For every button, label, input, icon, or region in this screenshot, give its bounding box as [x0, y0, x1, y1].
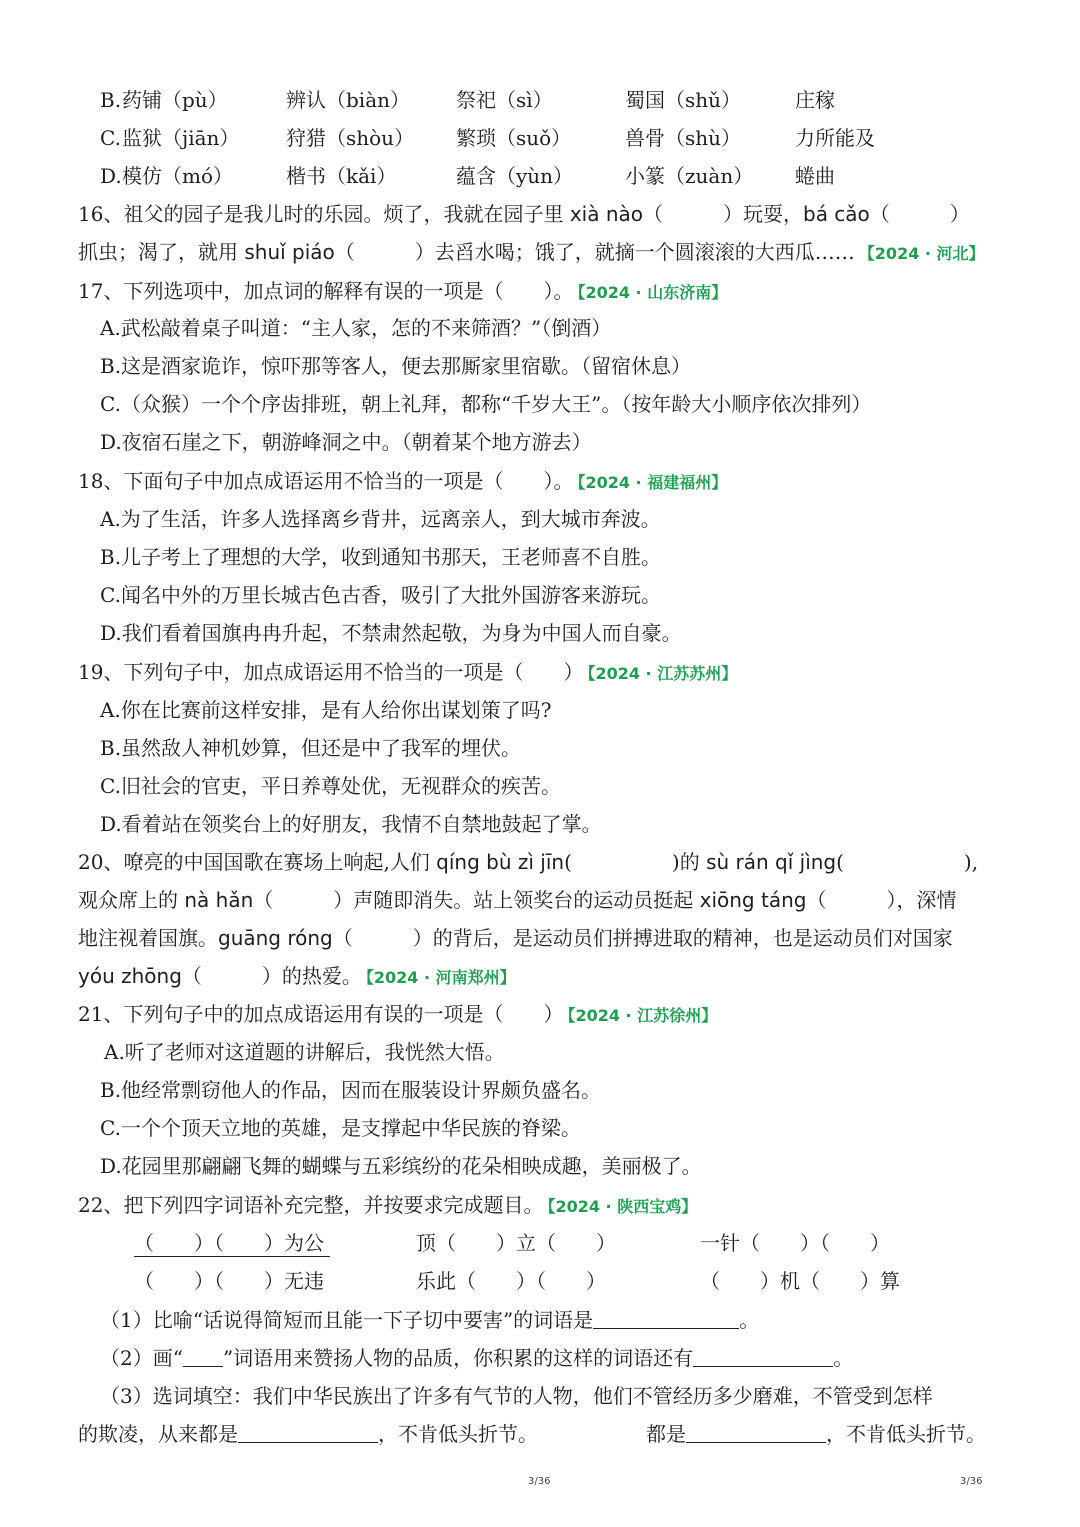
q21-option-c: C.一个个顶天立地的英雄，是支撑起中华民族的脊梁。 — [100, 1116, 581, 1140]
option-item: 力所能及 — [795, 126, 875, 150]
q20-text: 地注视着国旗。 — [78, 926, 218, 950]
q16-text: 16、祖父的园子是我儿时的乐园。烦了，我就在园子里 — [78, 202, 570, 226]
q19-option-c: C.旧社会的官吏，平日养尊处优，无视群众的疾苦。 — [100, 774, 561, 798]
answer-blank[interactable] — [686, 1422, 826, 1443]
source-tag: 【2024 · 山东济南】 — [577, 283, 728, 302]
answer-blank[interactable] — [238, 1422, 378, 1443]
q20-line-1 — [78, 848, 978, 876]
q21-option-b: B.他经常剽窃他人的作品，因而在服装设计界颇负盛名。 — [100, 1078, 602, 1102]
q20-line-3 — [78, 924, 953, 952]
answer-blank[interactable] — [183, 1346, 223, 1367]
source-tag: 【2024 · 河北】 — [858, 244, 985, 263]
option-item: 模仿（mó） — [122, 164, 234, 188]
q16-blank-1[interactable]: （ ）玩耍， — [643, 202, 803, 226]
q16-pinyin-1: xià nào — [569, 202, 643, 226]
q22-idiom-6[interactable]: （ ）机（ ）算 — [700, 1269, 900, 1293]
answer-blank[interactable] — [593, 1308, 739, 1329]
q19-option-d: D.看着站在领奖台上的好朋友，我情不自禁地鼓起了掌。 — [100, 812, 602, 836]
option-item: 狩猎（shòu） — [286, 126, 415, 150]
source-tag: 【2024 · 江苏徐州】 — [567, 1006, 718, 1025]
q22-sub-text: （2）画“ — [100, 1346, 183, 1370]
q22-idiom-2[interactable]: 顶（ ）立（ ） — [416, 1231, 616, 1255]
answer-blank[interactable] — [693, 1346, 833, 1367]
q20-pinyin: yóu zhōng — [78, 964, 182, 988]
source-tag: 【2024 · 河南郑州】 — [365, 968, 516, 987]
q22-sub-2 — [100, 1344, 853, 1372]
option-item: 蕴含（yùn） — [456, 164, 574, 188]
q17-stem — [78, 277, 727, 307]
q20-text: （ ）声随即消失。站上领奖台的运动员挺起 — [253, 888, 700, 912]
q20-line-4 — [78, 962, 516, 992]
q22-idiom-1[interactable]: （ ）（ ）为公 — [134, 1231, 324, 1255]
q16-blank-2[interactable]: （ ） — [869, 202, 970, 226]
question-stem: 22、把下列四字词语补充完整，并按要求完成题目。 — [78, 1193, 544, 1217]
q19-option-a: A.你在比赛前这样安排，是有人给你出谋划策了吗? — [100, 698, 552, 722]
q22-sub-text: 。 — [739, 1308, 760, 1332]
option-item: 小篆（zuàn） — [625, 164, 754, 188]
option-item: 辨认（biàn） — [286, 88, 411, 112]
q20-text: 观众席上的 — [78, 888, 185, 912]
q20-line-2 — [78, 886, 956, 914]
q22-sub-text: 都是 — [646, 1422, 686, 1446]
q17-option-b: B.这是酒家诡诈，惊吓那等客人，便去那厮家里宿歇。（留宿休息） — [100, 354, 692, 378]
q22-idiom-4[interactable]: （ ）（ ）无违 — [134, 1269, 324, 1293]
q22-sub-text: （1）比喻“话说得简短而且能一下子切中要害”的词语是 — [100, 1308, 594, 1332]
q22-sub-text: ”词语用来赞扬人物的品质，你积累的这样的词语还有 — [222, 1346, 694, 1370]
q16-line-2 — [78, 238, 985, 268]
option-item: 庄稼 — [795, 88, 835, 112]
q20-pinyin: sù rán qǐ jìng — [706, 850, 837, 874]
q16-line-1 — [78, 200, 970, 228]
q22-idiom-underline — [134, 1256, 330, 1257]
option-label: D. — [100, 164, 122, 188]
option-item: 楷书（kǎi） — [286, 164, 397, 188]
q18-stem — [78, 467, 727, 497]
question-stem: 21、下列句子中的加点成语运用有误的一项是（ ） — [78, 1002, 564, 1026]
question-stem: 18、下面句子中加点成语运用不恰当的一项是（ ）。 — [78, 469, 574, 493]
q18-option-d: D.我们看着国旗冉冉升起，不禁肃然起敬，为身为中国人而自豪。 — [100, 621, 682, 645]
q18-option-a: A.为了生活，许多人选择离乡背井，远离亲人，到大城市奔波。 — [100, 507, 661, 531]
q16-text: 抓虫；渴了，就用 — [78, 240, 245, 264]
q22-sub-3-line-2b — [646, 1420, 986, 1448]
q20-pinyin: nà hǎn — [184, 888, 254, 912]
q19-stem — [78, 658, 737, 688]
q20-blank[interactable]: （ ），深情 — [806, 888, 957, 912]
q18-option-c: C.闻名中外的万里长城古色古香，吸引了大批外国游客来游玩。 — [100, 583, 661, 607]
page-number-right: 3/36 — [960, 1476, 983, 1487]
question-stem: 19、下列句子中，加点成语运用不恰当的一项是（ ） — [78, 660, 584, 684]
q21-stem — [78, 1000, 717, 1030]
q20-blank[interactable]: ( ), — [836, 850, 979, 874]
q20-pinyin: guāng róng — [218, 926, 333, 950]
q21-option-d: D.花园里那翩翩飞舞的蝴蝶与五彩缤纷的花朵相映成趣，美丽极了。 — [100, 1154, 702, 1178]
q22-sub-text: 。 — [833, 1346, 854, 1370]
option-label: B. — [100, 88, 122, 112]
page-number-left: 3/36 — [528, 1476, 551, 1487]
option-item: 祭祀（sì） — [456, 88, 553, 112]
option-item: 兽骨（shù） — [625, 126, 742, 150]
q21-option-a: A.听了老师对这道题的讲解后，我恍然大悟。 — [104, 1040, 505, 1064]
option-item: 繁琐（suǒ） — [456, 126, 572, 150]
q22-idiom-3[interactable]: 一针（ ）（ ） — [700, 1231, 890, 1255]
option-item: 药铺（pù） — [122, 88, 228, 112]
q22-sub-1 — [100, 1306, 759, 1334]
q22-sub-3: （3）选词填空：我们中华民族出了许多有气节的人物，他们不管经历多少磨难，不管受到怎样 — [100, 1384, 933, 1408]
source-tag: 【2024 · 陕西宝鸡】 — [547, 1197, 698, 1216]
source-tag: 【2024 · 福建福州】 — [577, 473, 728, 492]
q20-pinyin: qíng bù zì jīn — [436, 850, 565, 874]
q22-sub-3-line-2 — [78, 1420, 538, 1448]
question-stem: 17、下列选项中，加点词的解释有误的一项是（ ）。 — [78, 279, 574, 303]
q22-sub-text: ，不肯低头折节。 — [378, 1422, 538, 1446]
option-label: C. — [100, 126, 121, 150]
q19-option-b: B.虽然敌人神机妙算，但还是中了我军的埋伏。 — [100, 736, 522, 760]
q22-idiom-5[interactable]: 乐此（ ）（ ） — [416, 1269, 606, 1293]
option-item: 蜀国（shǔ） — [625, 88, 742, 112]
q16-pinyin-3: shuǐ piáo — [244, 240, 335, 264]
q22-sub-text: 的欺凌，从来都是 — [78, 1422, 238, 1446]
q16-pinyin-2: bá cǎo — [803, 202, 870, 226]
q17-option-a: A.武松敲着桌子叫道：“主人家，怎的不来筛酒？”（倒酒） — [100, 316, 612, 340]
q22-sub-text: ，不肯低头折节。 — [826, 1422, 986, 1446]
q17-option-c: C.（众猴）一个个序齿排班，朝上礼拜，都称“千岁大王”。（按年龄大小顺序依次排列） — [100, 392, 872, 416]
q20-text: （ ）的背后，是运动员们拼搏进取的精神，也是运动员们对国家 — [332, 926, 953, 950]
q20-pinyin: xiōng táng — [699, 888, 807, 912]
q20-blank[interactable]: ( )的 — [564, 850, 707, 874]
q22-stem — [78, 1191, 697, 1221]
option-item: 监狱（jiān） — [122, 126, 240, 150]
q20-text: 20、嘹亮的中国国歌在赛场上响起,人们 — [78, 850, 437, 874]
q20-text: （ ）的热爱。 — [181, 964, 362, 988]
q17-option-d: D.夜宿石崖之下，朝游峰洞之中。（朝着某个地方游去） — [100, 430, 592, 454]
q18-option-b: B.儿子考上了理想的大学，收到通知书那天，王老师喜不自胜。 — [100, 545, 662, 569]
source-tag: 【2024 · 江苏苏州】 — [587, 664, 738, 683]
q16-text: （ ）去舀水喝；饿了，就摘一个圆滚滚的大西瓜…… — [334, 240, 855, 264]
option-item: 蜷曲 — [795, 164, 835, 188]
